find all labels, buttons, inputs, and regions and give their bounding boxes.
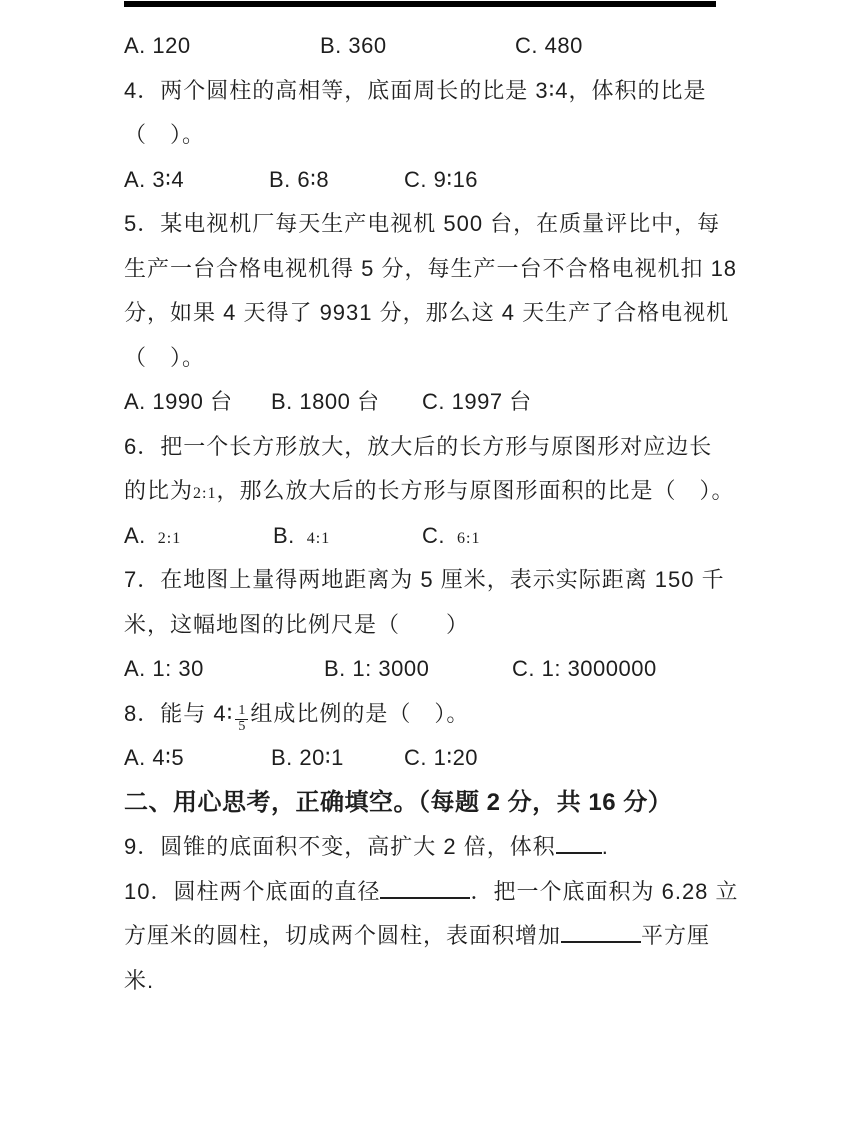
q9-fill-blank	[556, 848, 602, 854]
q10-fill-blank-1	[380, 893, 470, 899]
q8-options-row	[124, 743, 479, 773]
q4-line-2: （ ）。	[124, 122, 206, 147]
q8-option-b: B. 20∶1	[271, 745, 344, 770]
q10-line-3: 米.	[124, 968, 155, 993]
fraction-one-fifth	[235, 704, 248, 734]
q6-option-a-value: 2:1	[157, 530, 182, 547]
q10-line-1	[124, 877, 739, 907]
q6-option-c-letter: C.	[422, 523, 445, 548]
q5-line-3: 分，如果 4 天得了 9931 分，那么这 4 天生产了合格电视机	[124, 300, 730, 325]
q8-line-1	[124, 699, 470, 734]
q6-option-a-letter: A.	[124, 523, 146, 548]
q5-option-c: C. 1997 台	[422, 389, 532, 414]
q5-options-row	[124, 387, 532, 417]
q6-option-a	[124, 521, 181, 554]
q6-option-b	[273, 521, 330, 554]
q10-line-2-prefix: 方厘米的圆柱，切成两个圆柱，表面积增加	[124, 923, 562, 948]
q6-option-c-value: 6:1	[457, 530, 481, 547]
q10-line-2-suffix: 平方厘	[641, 923, 711, 948]
q3-option-a: A. 120	[124, 33, 191, 58]
q7-option-b: B. 1: 3000	[324, 656, 430, 681]
q6-option-b-letter: B.	[273, 523, 295, 548]
q10-line-2	[124, 921, 710, 951]
q3-option-c: C. 480	[515, 33, 583, 58]
q9-suffix: .	[601, 834, 609, 859]
q9-line-1	[124, 832, 609, 862]
q4-option-a: A. 3∶4	[124, 167, 185, 192]
q7-option-c: C. 1: 3000000	[512, 656, 657, 681]
q6-line-2	[124, 476, 734, 506]
q8-option-a: A. 4∶5	[124, 745, 185, 770]
q4-options-row	[124, 165, 479, 195]
q5-line-2: 生产一台合格电视机得 5 分，每生产一台不合格电视机扣 18	[124, 256, 738, 281]
q9-prefix: 9．圆锥的底面积不变，高扩大 2 倍，体积	[124, 834, 556, 859]
q5-line-1: 5．某电视机厂每天生产电视机 500 台，在质量评比中，每	[124, 211, 721, 236]
page-top-rule	[124, 1, 716, 7]
q8-suffix: 组成比例的是（ ）。	[250, 701, 470, 726]
q4-line-1: 4．两个圆柱的高相等，底面周长的比是 3∶4，体积的比是	[124, 78, 707, 103]
q8-prefix: 8．能与 4∶	[124, 701, 234, 726]
q3-option-b: B. 360	[320, 33, 387, 58]
q10-line-1-prefix: 10．圆柱两个底面的直径	[124, 879, 381, 904]
fraction-denominator: 5	[238, 719, 246, 734]
q6-line-2-ratio: 2:1	[193, 485, 217, 502]
q10-line-1-suffix: ．把一个底面积为 6.28 立	[470, 879, 739, 904]
q5-option-b: B. 1800 台	[271, 389, 380, 414]
fraction-numerator: 1	[235, 704, 248, 720]
q6-options-row	[124, 521, 481, 551]
section-2-heading: 二、用心思考，正确填空。（每题 2 分，共 16 分）	[124, 789, 673, 816]
q6-line-1: 6．把一个长方形放大，放大后的长方形与原图形对应边长	[124, 434, 713, 459]
q8-option-c: C. 1∶20	[404, 745, 479, 770]
q7-line-1: 7．在地图上量得两地距离为 5 厘米，表示实际距离 150 千	[124, 567, 725, 592]
q3-options-row	[124, 31, 583, 61]
q10-fill-blank-2	[561, 937, 641, 943]
q5-option-a: A. 1990 台	[124, 389, 233, 414]
q4-option-b: B. 6∶8	[269, 167, 330, 192]
q7-option-a: A. 1: 30	[124, 656, 204, 681]
q7-options-row	[124, 654, 657, 684]
q6-option-c	[422, 521, 480, 554]
q6-line-2-suffix: ，那么放大后的长方形与原图形面积的比是（ ）。	[216, 478, 735, 503]
q7-line-2: 米，这幅地图的比例尺是（ ）	[124, 612, 470, 637]
q6-option-b-value: 4:1	[306, 530, 331, 547]
q5-line-4: （ ）。	[124, 345, 206, 370]
q6-line-2-prefix: 的比为	[124, 478, 194, 503]
q4-option-c: C. 9∶16	[404, 167, 479, 192]
